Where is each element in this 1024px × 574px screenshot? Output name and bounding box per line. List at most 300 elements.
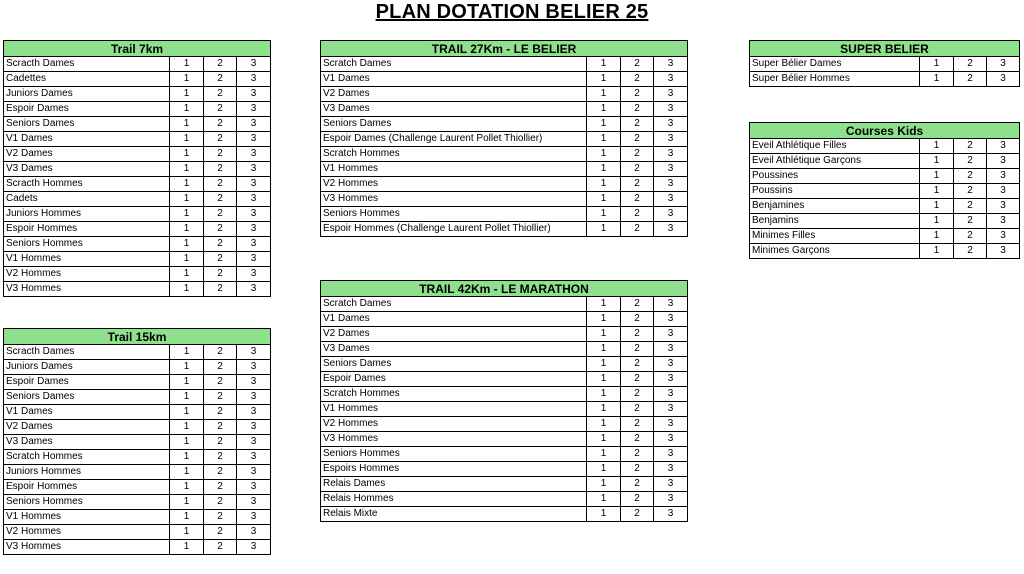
category-label: V1 Dames: [4, 405, 170, 420]
place-3-cell: 3: [654, 102, 688, 117]
place-3-cell: 3: [237, 117, 271, 132]
place-2-cell: 2: [204, 435, 237, 450]
category-label: Scracth Dames: [4, 57, 170, 72]
category-label: Seniors Dames: [4, 390, 170, 405]
place-1-cell: 1: [170, 57, 204, 72]
place-2-cell: 2: [204, 465, 237, 480]
place-3-cell: 3: [654, 147, 688, 162]
place-1-cell: 1: [920, 139, 954, 154]
place-2-cell: 2: [621, 192, 654, 207]
place-3-cell: 3: [654, 477, 688, 492]
table-row: [4, 147, 271, 162]
place-1-cell: 1: [170, 540, 204, 555]
table-row: [4, 102, 271, 117]
table-row: [4, 267, 271, 282]
category-label: Minimes Filles: [750, 229, 920, 244]
table-row: [4, 72, 271, 87]
table-row: [321, 432, 688, 447]
place-1-cell: 1: [170, 117, 204, 132]
place-3-cell: 3: [654, 132, 688, 147]
category-label: V1 Hommes: [321, 402, 587, 417]
place-1-cell: 1: [587, 57, 621, 72]
category-label: V1 Dames: [321, 312, 587, 327]
place-1-cell: 1: [170, 132, 204, 147]
place-2-cell: 2: [204, 132, 237, 147]
place-2-cell: 2: [204, 480, 237, 495]
category-label: Juniors Dames: [4, 87, 170, 102]
place-3-cell: 3: [987, 169, 1020, 184]
place-1-cell: 1: [920, 169, 954, 184]
table-row: [750, 199, 1020, 214]
category-label: V3 Hommes: [321, 192, 587, 207]
place-2-cell: 2: [204, 525, 237, 540]
place-2-cell: 2: [204, 450, 237, 465]
table-row: [321, 387, 688, 402]
place-2-cell: 2: [204, 87, 237, 102]
category-label: Espoir Hommes (Challenge Laurent Pollet Thiollier): [321, 222, 587, 237]
table-row: [4, 345, 271, 360]
place-3-cell: 3: [237, 72, 271, 87]
place-3-cell: 3: [237, 405, 271, 420]
place-3-cell: 3: [987, 154, 1020, 169]
table-row: [321, 447, 688, 462]
table-row: [4, 252, 271, 267]
table-row: [4, 132, 271, 147]
place-3-cell: 3: [237, 420, 271, 435]
place-3-cell: 3: [987, 244, 1020, 259]
table-row: [321, 477, 688, 492]
table-header-row: [750, 123, 1020, 139]
place-2-cell: 2: [204, 405, 237, 420]
table-row: [321, 312, 688, 327]
place-1-cell: 1: [587, 507, 621, 522]
place-2-cell: 2: [204, 540, 237, 555]
place-1-cell: 1: [170, 420, 204, 435]
place-3-cell: 3: [237, 480, 271, 495]
place-3-cell: 3: [654, 492, 688, 507]
place-1-cell: 1: [170, 207, 204, 222]
table-row: [321, 492, 688, 507]
place-3-cell: 3: [654, 417, 688, 432]
category-label: V1 Dames: [321, 72, 587, 87]
place-3-cell: 3: [237, 102, 271, 117]
table-row: [4, 375, 271, 390]
place-2-cell: 2: [621, 72, 654, 87]
place-3-cell: 3: [237, 375, 271, 390]
place-3-cell: 3: [987, 72, 1020, 87]
table-row: [4, 390, 271, 405]
table-row: [4, 237, 271, 252]
table-heading: TRAIL 42Km - LE MARATHON: [321, 281, 688, 297]
place-1-cell: 1: [170, 147, 204, 162]
category-label: V2 Hommes: [4, 525, 170, 540]
category-label: Seniors Dames: [321, 117, 587, 132]
place-3-cell: 3: [654, 462, 688, 477]
table-row: [321, 132, 688, 147]
place-1-cell: 1: [587, 222, 621, 237]
place-3-cell: 3: [237, 162, 271, 177]
place-1-cell: 1: [920, 199, 954, 214]
place-1-cell: 1: [170, 405, 204, 420]
place-2-cell: 2: [204, 192, 237, 207]
place-3-cell: 3: [654, 87, 688, 102]
place-2-cell: 2: [954, 244, 987, 259]
place-1-cell: 1: [170, 390, 204, 405]
place-1-cell: 1: [587, 192, 621, 207]
place-1-cell: 1: [587, 492, 621, 507]
table-row: [750, 244, 1020, 259]
table-row: [4, 162, 271, 177]
place-2-cell: 2: [204, 420, 237, 435]
place-3-cell: 3: [654, 387, 688, 402]
trail-27km-table: [320, 40, 688, 237]
category-label: Benjamins: [750, 214, 920, 229]
category-label: Relais Dames: [321, 477, 587, 492]
place-3-cell: 3: [237, 282, 271, 297]
category-label: Relais Hommes: [321, 492, 587, 507]
table-row: [4, 207, 271, 222]
place-3-cell: 3: [237, 360, 271, 375]
place-2-cell: 2: [621, 57, 654, 72]
place-2-cell: 2: [954, 139, 987, 154]
place-1-cell: 1: [587, 117, 621, 132]
place-1-cell: 1: [920, 214, 954, 229]
place-2-cell: 2: [204, 390, 237, 405]
table-row: [321, 177, 688, 192]
place-2-cell: 2: [621, 222, 654, 237]
place-1-cell: 1: [170, 102, 204, 117]
place-1-cell: 1: [170, 480, 204, 495]
place-3-cell: 3: [237, 450, 271, 465]
place-1-cell: 1: [170, 510, 204, 525]
category-label: V3 Hommes: [4, 540, 170, 555]
place-1-cell: 1: [170, 72, 204, 87]
place-1-cell: 1: [587, 297, 621, 312]
category-label: Minimes Garçons: [750, 244, 920, 259]
trail-42km-table: [320, 280, 688, 522]
place-2-cell: 2: [204, 252, 237, 267]
place-3-cell: 3: [237, 525, 271, 540]
table-header-row: [321, 41, 688, 57]
category-label: Espoir Hommes: [4, 480, 170, 495]
category-label: V2 Dames: [4, 420, 170, 435]
table-row: [321, 57, 688, 72]
table-row: [4, 420, 271, 435]
table-header-row: [750, 41, 1020, 57]
table-row: [321, 117, 688, 132]
table-row: [4, 87, 271, 102]
table-header-row: [4, 41, 271, 57]
place-1-cell: 1: [587, 132, 621, 147]
table-row: [4, 465, 271, 480]
place-3-cell: 3: [654, 57, 688, 72]
category-label: Super Bélier Dames: [750, 57, 920, 72]
category-label: Juniors Hommes: [4, 465, 170, 480]
category-label: Cadets: [4, 192, 170, 207]
category-label: Seniors Dames: [4, 117, 170, 132]
place-1-cell: 1: [587, 432, 621, 447]
place-3-cell: 3: [237, 132, 271, 147]
place-2-cell: 2: [954, 184, 987, 199]
place-2-cell: 2: [621, 87, 654, 102]
place-1-cell: 1: [920, 154, 954, 169]
place-2-cell: 2: [621, 132, 654, 147]
category-label: Cadettes: [4, 72, 170, 87]
table-heading: SUPER BELIER: [750, 41, 1020, 57]
table-row: [321, 507, 688, 522]
super-belier-table: [749, 40, 1020, 87]
place-2-cell: 2: [621, 492, 654, 507]
place-2-cell: 2: [204, 375, 237, 390]
table-header-row: [4, 329, 271, 345]
place-1-cell: 1: [170, 267, 204, 282]
place-3-cell: 3: [237, 147, 271, 162]
place-1-cell: 1: [587, 462, 621, 477]
place-3-cell: 3: [654, 357, 688, 372]
place-1-cell: 1: [587, 372, 621, 387]
place-1-cell: 1: [587, 417, 621, 432]
category-label: V2 Dames: [4, 147, 170, 162]
category-label: V1 Dames: [4, 132, 170, 147]
place-2-cell: 2: [621, 462, 654, 477]
place-3-cell: 3: [654, 447, 688, 462]
place-2-cell: 2: [204, 510, 237, 525]
place-2-cell: 2: [204, 117, 237, 132]
place-3-cell: 3: [654, 177, 688, 192]
category-label: Seniors Hommes: [321, 207, 587, 222]
table-row: [321, 297, 688, 312]
place-1-cell: 1: [170, 525, 204, 540]
place-3-cell: 3: [237, 540, 271, 555]
place-2-cell: 2: [204, 177, 237, 192]
place-1-cell: 1: [920, 57, 954, 72]
category-label: V3 Hommes: [321, 432, 587, 447]
category-label: V3 Dames: [4, 162, 170, 177]
table-row: [321, 162, 688, 177]
place-1-cell: 1: [587, 477, 621, 492]
table-row: [4, 360, 271, 375]
place-1-cell: 1: [587, 147, 621, 162]
place-2-cell: 2: [621, 357, 654, 372]
table-row: [321, 222, 688, 237]
category-label: V3 Dames: [321, 342, 587, 357]
place-3-cell: 3: [654, 192, 688, 207]
place-2-cell: 2: [621, 117, 654, 132]
table-row: [4, 57, 271, 72]
table-row: [4, 525, 271, 540]
category-label: Seniors Hommes: [4, 495, 170, 510]
place-3-cell: 3: [237, 237, 271, 252]
table-row: [750, 72, 1020, 87]
place-2-cell: 2: [621, 327, 654, 342]
place-2-cell: 2: [621, 387, 654, 402]
table-row: [4, 177, 271, 192]
category-label: Super Bélier Hommes: [750, 72, 920, 87]
category-label: Scratch Dames: [321, 297, 587, 312]
place-1-cell: 1: [170, 222, 204, 237]
place-1-cell: 1: [170, 237, 204, 252]
place-2-cell: 2: [204, 237, 237, 252]
category-label: V1 Hommes: [321, 162, 587, 177]
table-row: [4, 405, 271, 420]
table-row: [4, 117, 271, 132]
place-2-cell: 2: [621, 417, 654, 432]
trail-7km-table: [3, 40, 271, 297]
table-row: [321, 147, 688, 162]
place-3-cell: 3: [237, 177, 271, 192]
table-heading: TRAIL 27Km - LE BELIER: [321, 41, 688, 57]
place-2-cell: 2: [621, 507, 654, 522]
place-1-cell: 1: [587, 177, 621, 192]
category-label: Poussines: [750, 169, 920, 184]
place-3-cell: 3: [987, 139, 1020, 154]
place-1-cell: 1: [170, 252, 204, 267]
place-2-cell: 2: [204, 207, 237, 222]
place-1-cell: 1: [587, 447, 621, 462]
place-1-cell: 1: [170, 282, 204, 297]
place-3-cell: 3: [237, 207, 271, 222]
category-label: V1 Hommes: [4, 252, 170, 267]
category-label: Scratch Hommes: [4, 450, 170, 465]
place-1-cell: 1: [170, 177, 204, 192]
place-1-cell: 1: [170, 360, 204, 375]
table-row: [750, 154, 1020, 169]
place-2-cell: 2: [954, 169, 987, 184]
place-1-cell: 1: [170, 345, 204, 360]
table-row: [750, 229, 1020, 244]
place-3-cell: 3: [654, 222, 688, 237]
place-2-cell: 2: [204, 222, 237, 237]
place-3-cell: 3: [237, 267, 271, 282]
category-label: Scratch Hommes: [321, 147, 587, 162]
table-row: [750, 139, 1020, 154]
place-2-cell: 2: [954, 229, 987, 244]
place-1-cell: 1: [587, 87, 621, 102]
category-label: Espoir Dames (Challenge Laurent Pollet Thiollier): [321, 132, 587, 147]
place-2-cell: 2: [954, 72, 987, 87]
place-2-cell: 2: [954, 214, 987, 229]
table-row: [321, 417, 688, 432]
place-3-cell: 3: [237, 57, 271, 72]
table-row: [4, 282, 271, 297]
category-label: Espoir Dames: [321, 372, 587, 387]
place-2-cell: 2: [204, 345, 237, 360]
table-row: [4, 510, 271, 525]
place-3-cell: 3: [987, 229, 1020, 244]
place-3-cell: 3: [237, 345, 271, 360]
place-1-cell: 1: [170, 87, 204, 102]
category-label: Juniors Hommes: [4, 207, 170, 222]
place-3-cell: 3: [237, 390, 271, 405]
place-2-cell: 2: [954, 199, 987, 214]
category-label: V3 Dames: [321, 102, 587, 117]
category-label: V2 Dames: [321, 87, 587, 102]
category-label: V3 Hommes: [4, 282, 170, 297]
place-2-cell: 2: [204, 360, 237, 375]
table-row: [321, 372, 688, 387]
place-3-cell: 3: [654, 327, 688, 342]
place-3-cell: 3: [237, 495, 271, 510]
category-label: Scracth Dames: [4, 345, 170, 360]
table-row: [4, 480, 271, 495]
place-2-cell: 2: [204, 102, 237, 117]
place-1-cell: 1: [587, 207, 621, 222]
place-1-cell: 1: [920, 184, 954, 199]
place-3-cell: 3: [237, 252, 271, 267]
place-3-cell: 3: [654, 207, 688, 222]
place-2-cell: 2: [621, 177, 654, 192]
category-label: Eveil Athlétique Filles: [750, 139, 920, 154]
place-3-cell: 3: [987, 199, 1020, 214]
table-heading: Courses Kids: [750, 123, 1020, 139]
table-row: [4, 540, 271, 555]
category-label: Poussins: [750, 184, 920, 199]
place-1-cell: 1: [587, 342, 621, 357]
place-3-cell: 3: [237, 87, 271, 102]
category-label: Espoir Hommes: [4, 222, 170, 237]
place-1-cell: 1: [920, 72, 954, 87]
trail-15km-table: [3, 328, 271, 555]
place-3-cell: 3: [237, 510, 271, 525]
place-1-cell: 1: [587, 327, 621, 342]
place-3-cell: 3: [987, 57, 1020, 72]
table-row: [321, 72, 688, 87]
page-title: PLAN DOTATION BELIER 25: [375, 1, 649, 23]
place-2-cell: 2: [621, 102, 654, 117]
place-2-cell: 2: [621, 312, 654, 327]
place-1-cell: 1: [170, 375, 204, 390]
place-1-cell: 1: [170, 495, 204, 510]
table-row: [321, 192, 688, 207]
place-2-cell: 2: [204, 267, 237, 282]
place-3-cell: 3: [654, 402, 688, 417]
place-2-cell: 2: [204, 162, 237, 177]
place-2-cell: 2: [621, 447, 654, 462]
table-row: [4, 192, 271, 207]
table-heading: Trail 15km: [4, 329, 271, 345]
category-label: Seniors Hommes: [4, 237, 170, 252]
place-3-cell: 3: [237, 465, 271, 480]
place-2-cell: 2: [621, 402, 654, 417]
table-header-row: [321, 281, 688, 297]
place-1-cell: 1: [170, 450, 204, 465]
table-row: [750, 57, 1020, 72]
table-row: [321, 327, 688, 342]
place-3-cell: 3: [654, 297, 688, 312]
place-2-cell: 2: [204, 72, 237, 87]
table-row: [321, 102, 688, 117]
category-label: V3 Dames: [4, 435, 170, 450]
place-3-cell: 3: [654, 72, 688, 87]
place-1-cell: 1: [587, 162, 621, 177]
table-row: [4, 450, 271, 465]
place-2-cell: 2: [621, 477, 654, 492]
place-1-cell: 1: [170, 192, 204, 207]
place-3-cell: 3: [237, 435, 271, 450]
place-3-cell: 3: [654, 372, 688, 387]
place-3-cell: 3: [654, 507, 688, 522]
category-label: V2 Hommes: [4, 267, 170, 282]
category-label: V2 Hommes: [321, 417, 587, 432]
category-label: Scracth Hommes: [4, 177, 170, 192]
category-label: Seniors Dames: [321, 357, 587, 372]
category-label: Espoirs Hommes: [321, 462, 587, 477]
place-3-cell: 3: [654, 432, 688, 447]
place-1-cell: 1: [587, 72, 621, 87]
place-3-cell: 3: [654, 117, 688, 132]
place-3-cell: 3: [654, 162, 688, 177]
table-row: [321, 342, 688, 357]
